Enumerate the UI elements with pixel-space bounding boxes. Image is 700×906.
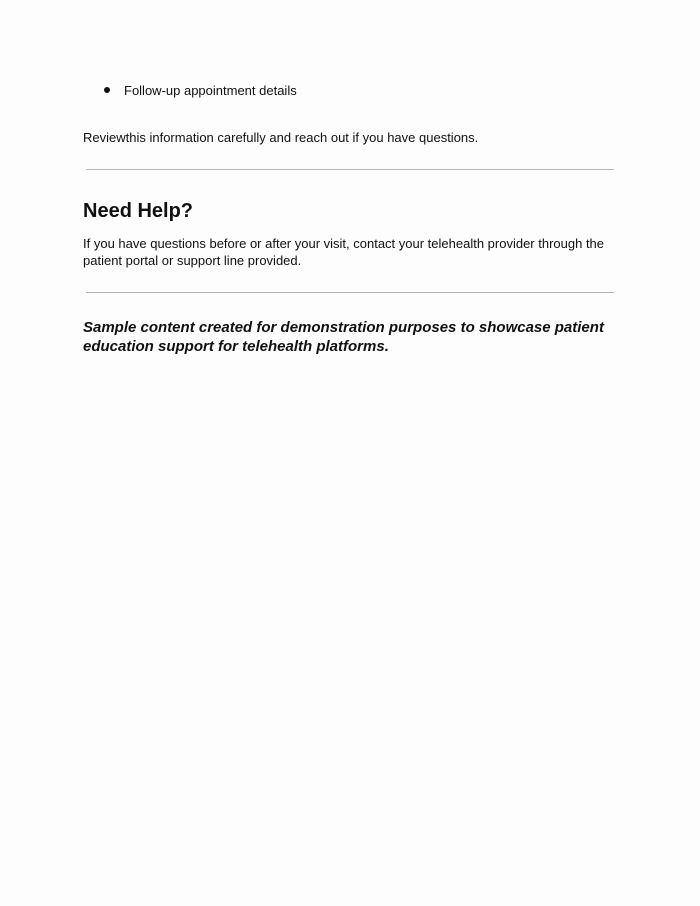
footer-note: Sample content created for demonstration purposes to showcase patient education support for telehealth platforms. [83, 319, 604, 355]
help-paragraph: If you have questions before or after your visit, contact your telehealth provider through the patient portal or support line provided. [83, 236, 605, 268]
bullet-list [104, 82, 297, 99]
horizontal-divider [86, 292, 614, 293]
horizontal-divider [86, 169, 614, 170]
help-heading: Need Help? [83, 200, 194, 222]
bullet-item-text: Follow-up appointment details [124, 83, 297, 98]
bullet-dot-icon [104, 87, 110, 93]
review-paragraph: Reviewthis information carefully and reach out if you have questions. [83, 130, 479, 145]
list-item [104, 82, 297, 99]
